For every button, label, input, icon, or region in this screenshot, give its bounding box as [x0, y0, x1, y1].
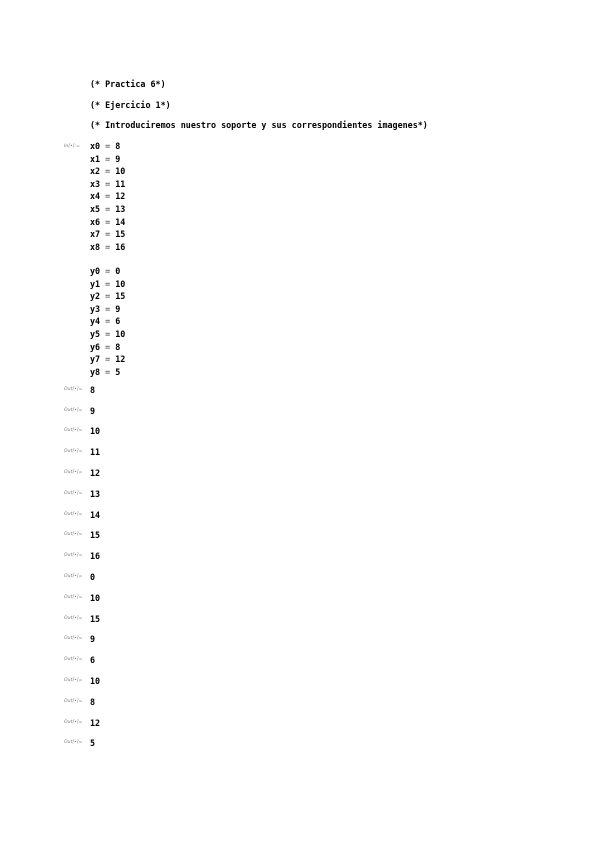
output-cell	[64, 528, 100, 540]
output-cell	[64, 736, 95, 748]
output-cell	[64, 549, 100, 561]
output-cell	[64, 508, 100, 520]
assignment-y1: y1 = 10	[90, 278, 126, 289]
input-cell-x[interactable]	[90, 140, 125, 253]
assignment-x1: x1 = 9	[90, 153, 121, 164]
output-value: 0	[90, 571, 96, 582]
output-cell	[64, 674, 100, 686]
output-label: Out[•]=	[64, 594, 83, 600]
output-label: Out[•]=	[64, 719, 83, 725]
assignment-x5: x5 = 13	[90, 203, 126, 214]
assignment-x6: x6 = 14	[90, 216, 126, 227]
output-value: 11	[90, 446, 101, 457]
output-value: 9	[90, 405, 96, 416]
output-cell	[64, 445, 100, 457]
output-cell	[64, 424, 100, 436]
output-label: Out[•]=	[64, 448, 83, 454]
output-cell	[64, 632, 95, 644]
output-label: Out[•]=	[64, 739, 83, 745]
output-value: 8	[90, 696, 96, 707]
output-label: Out[•]=	[64, 635, 83, 641]
output-cell	[64, 653, 95, 665]
output-label: Out[•]=	[64, 490, 83, 496]
output-label: Out[•]=	[64, 469, 83, 475]
assignment-y5: y5 = 10	[90, 328, 126, 339]
output-label: Out[•]=	[64, 386, 83, 392]
output-value: 10	[90, 425, 101, 436]
assignment-y7: y7 = 12	[90, 354, 126, 365]
assignment-y8: y8 = 5	[90, 366, 121, 377]
assignment-x3: x3 = 11	[90, 178, 126, 189]
assignment-y0: y0 = 0	[90, 266, 121, 276]
assignment-y4: y4 = 6	[90, 316, 121, 327]
assignment-x2: x2 = 10	[90, 166, 126, 177]
input-cell-label: In[•]:=	[64, 144, 80, 149]
output-label: Out[•]=	[64, 407, 83, 413]
output-label: Out[•]=	[64, 656, 83, 662]
comment-ejercicio: (* Ejercicio 1*)	[90, 100, 171, 110]
assignment-y6: y6 = 8	[90, 341, 121, 352]
output-value: 13	[90, 488, 101, 499]
output-value: 15	[90, 529, 101, 540]
output-value: 12	[90, 717, 101, 728]
output-value: 8	[90, 384, 96, 395]
output-cell	[64, 716, 100, 728]
output-label: Out[•]=	[64, 427, 83, 433]
output-value: 10	[90, 675, 101, 686]
output-label: Out[•]=	[64, 573, 83, 579]
output-value: 9	[90, 633, 96, 644]
output-value: 14	[90, 509, 101, 520]
assignment-x7: x7 = 15	[90, 229, 126, 240]
output-label: Out[•]=	[64, 511, 83, 517]
assignment-y3: y3 = 9	[90, 303, 121, 314]
output-value: 16	[90, 550, 101, 561]
output-cell	[64, 695, 95, 707]
output-value: 6	[90, 654, 96, 665]
output-label: Out[•]=	[64, 552, 83, 558]
output-value: 5	[90, 737, 96, 748]
output-label: Out[•]=	[64, 615, 83, 621]
assignment-x8: x8 = 16	[90, 241, 126, 252]
output-cell	[64, 612, 100, 624]
comment-introduccion: (* Introduciremos nuestro soporte y sus correspondientes imagenes*)	[90, 120, 428, 130]
comment-practica: (* Practica 6*)	[90, 79, 166, 89]
output-value: 15	[90, 613, 101, 624]
input-cell-y[interactable]	[90, 265, 125, 378]
assignment-x4: x4 = 12	[90, 191, 126, 202]
output-label: Out[•]=	[64, 531, 83, 537]
output-cell	[64, 591, 100, 603]
output-value: 12	[90, 467, 101, 478]
assignment-y2: y2 = 15	[90, 291, 126, 302]
output-value: 10	[90, 592, 101, 603]
output-cell	[64, 487, 100, 499]
output-label: Out[•]=	[64, 698, 83, 704]
assignment-x0: x0 = 8	[90, 141, 121, 151]
output-cell	[64, 404, 95, 416]
output-label: Out[•]=	[64, 677, 83, 683]
output-cell	[64, 383, 95, 395]
output-cell	[64, 570, 95, 582]
output-cell	[64, 466, 100, 478]
